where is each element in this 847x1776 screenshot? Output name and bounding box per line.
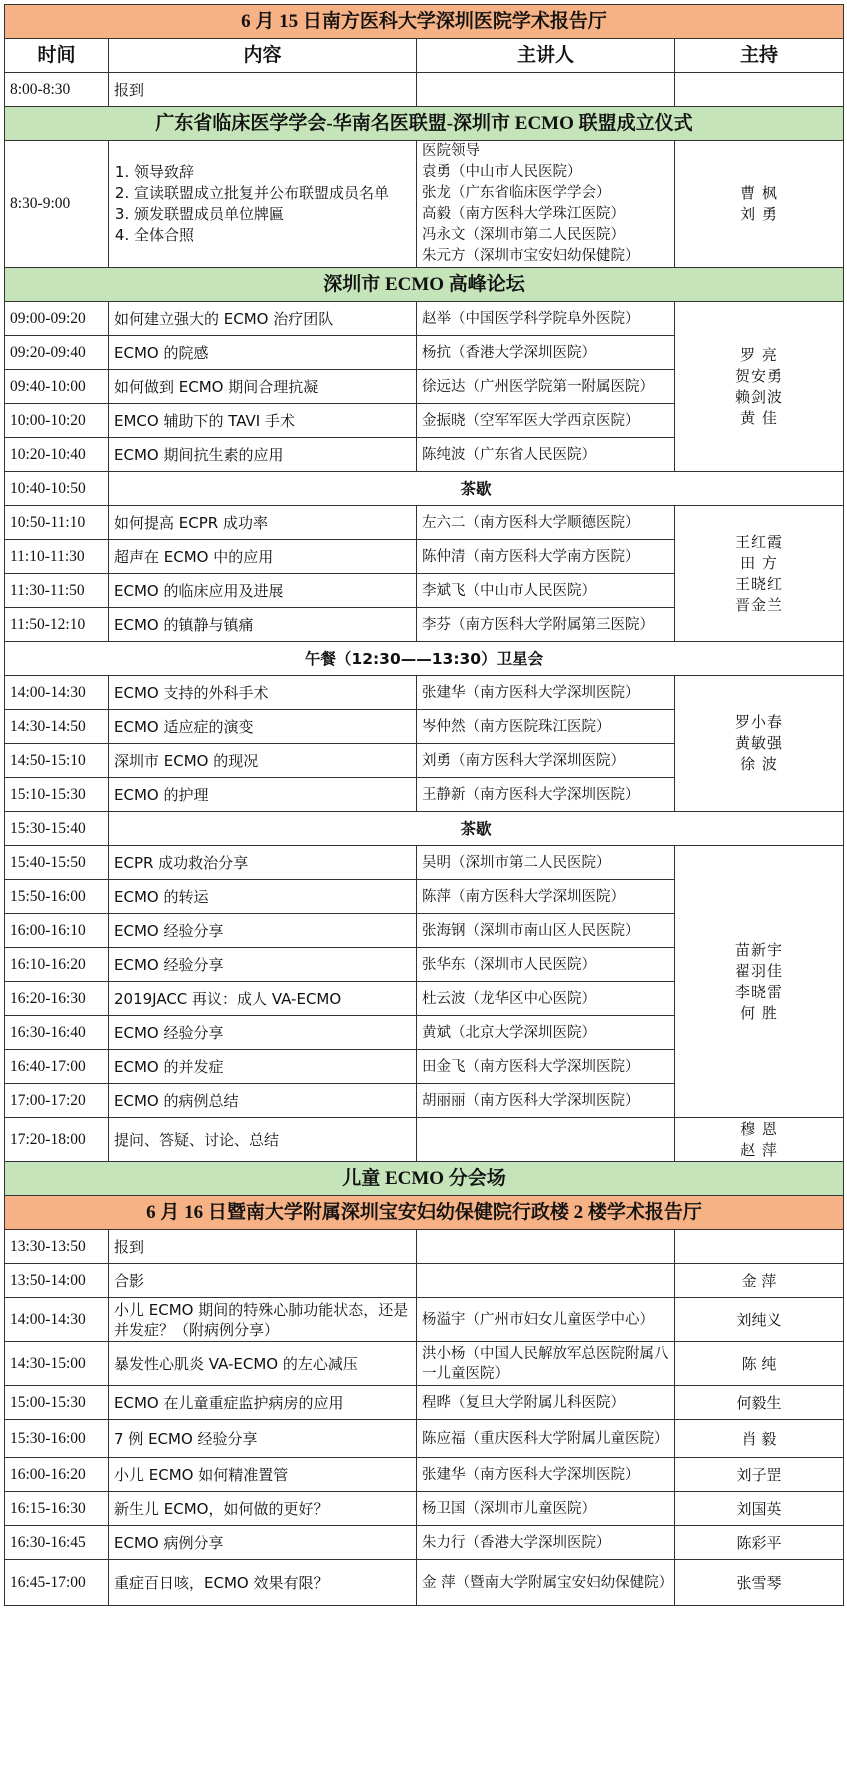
- header-time: 时间: [5, 39, 109, 73]
- day2-speaker: 张建华（南方医科大学深圳医院）: [417, 1458, 675, 1492]
- session-speaker: 岑仲然（南方医院珠江医院）: [417, 710, 675, 744]
- qa-host: 穆 恩: [740, 1119, 778, 1138]
- session-host: 王红霞: [735, 532, 784, 551]
- day2-session-rows: [5, 1230, 844, 1606]
- session-topic: ECMO 适应症的演变: [109, 710, 417, 744]
- day2-time: 13:30-13:50: [5, 1230, 109, 1264]
- day2-time: 15:30-16:00: [5, 1420, 109, 1458]
- session-row: [5, 302, 844, 336]
- session-speaker: 陈仲清（南方医科大学南方医院）: [417, 540, 675, 574]
- session-speaker: 张建华（南方医科大学深圳医院）: [417, 676, 675, 710]
- header-host: 主持: [675, 39, 844, 73]
- day2-speaker: 杨卫国（深圳市儿童医院）: [417, 1492, 675, 1526]
- session-topic: ECMO 支持的外科手术: [109, 676, 417, 710]
- session-speaker: 刘勇（南方医科大学深圳医院）: [417, 744, 675, 778]
- session-time: 16:10-16:20: [5, 948, 109, 982]
- registration-time: 8:00-8:30: [5, 73, 109, 107]
- day2-time: 16:15-16:30: [5, 1492, 109, 1526]
- ceremony-agenda-item: 4. 全体合照: [134, 225, 411, 246]
- day2-row: [5, 1560, 844, 1606]
- day2-row: [5, 1386, 844, 1420]
- session-row: [5, 676, 844, 710]
- day2-host: 陈彩平: [675, 1526, 844, 1560]
- session-speaker: 田金飞（南方医科大学深圳医院）: [417, 1050, 675, 1084]
- day2-topic: 新生儿 ECMO，如何做的更好？: [109, 1492, 417, 1526]
- session-topic: ECMO 经验分享: [109, 1016, 417, 1050]
- ceremony-agenda-list: [114, 162, 411, 246]
- session-time: 09:20-09:40: [5, 336, 109, 370]
- session-topic: ECMO 的镇静与镇痛: [109, 608, 417, 642]
- day2-topic: 报到: [109, 1230, 417, 1264]
- session-time: 10:20-10:40: [5, 438, 109, 472]
- session-speaker: 杨抗（香港大学深圳医院）: [417, 336, 675, 370]
- session-time: 10:00-10:20: [5, 404, 109, 438]
- ceremony-speaker: 张龙（广东省临床医学学会）: [422, 185, 611, 201]
- ceremony-banner-row: [5, 107, 844, 141]
- session-time: 17:00-17:20: [5, 1084, 109, 1118]
- session-time: 16:40-17:00: [5, 1050, 109, 1084]
- break1-label: 茶歇: [109, 472, 844, 506]
- session-host: 黄敏强: [735, 734, 784, 752]
- qa-time: 17:20-18:00: [5, 1118, 109, 1162]
- day2-host: 张雪琴: [675, 1560, 844, 1606]
- ceremony-speaker: 朱元方（深圳市宝安妇幼保健院）: [422, 248, 640, 264]
- ceremony-hosts: [675, 141, 844, 268]
- header-row: [5, 39, 844, 73]
- day2-speaker: 朱力行（香港大学深圳医院）: [417, 1526, 675, 1560]
- session-speaker: 李芬（南方医科大学附属第三医院）: [417, 608, 675, 642]
- session-host: 晋金兰: [735, 595, 784, 614]
- day2-row: [5, 1298, 844, 1342]
- ceremony-host: 曹 枫: [740, 184, 778, 202]
- day2-host: 陈 纯: [675, 1342, 844, 1386]
- day2-row: [5, 1492, 844, 1526]
- day2-row: [5, 1458, 844, 1492]
- session-speaker: 左六二（南方医科大学顺德医院）: [417, 506, 675, 540]
- session-row: [5, 506, 844, 540]
- session-host: 王晓红: [735, 574, 784, 593]
- forum-block-3: [5, 676, 844, 812]
- ceremony-time: 8:30-9:00: [5, 141, 109, 268]
- session-hosts: [675, 846, 844, 1118]
- day2-speaker: 杨溢宇（广州市妇女儿童医学中心）: [417, 1298, 675, 1342]
- ceremony-speaker: 高毅（南方医科大学珠江医院）: [422, 206, 625, 222]
- break1-row: [5, 472, 844, 506]
- day2-time: 13:50-14:00: [5, 1264, 109, 1298]
- day2-row: [5, 1342, 844, 1386]
- break2-time: 15:30-15:40: [5, 812, 109, 846]
- day2-host: 肖 毅: [675, 1420, 844, 1458]
- registration-row: [5, 73, 844, 107]
- session-speaker: 张海钢（深圳市南山区人民医院）: [417, 914, 675, 948]
- session-time: 16:20-16:30: [5, 982, 109, 1016]
- session-topic: ECMO 的临床应用及进展: [109, 574, 417, 608]
- session-time: 16:30-16:40: [5, 1016, 109, 1050]
- session-speaker: 黄斌（北京大学深圳医院）: [417, 1016, 675, 1050]
- session-host: 罗 亮: [740, 345, 778, 364]
- session-topic: ECMO 经验分享: [109, 914, 417, 948]
- day2-topic: 暴发性心肌炎 VA-ECMO 的左心减压: [109, 1342, 417, 1386]
- day2-title: 6 月 16 日暨南大学附属深圳宝安妇幼保健院行政楼 2 楼学术报告厅: [5, 1196, 844, 1230]
- day2-topic: 小儿 ECMO 期间的特殊心肺功能状态，还是并发症？（附病例分享）: [109, 1298, 417, 1342]
- schedule-table: [4, 4, 844, 1606]
- session-row: [5, 846, 844, 880]
- session-hosts: [675, 676, 844, 812]
- session-host: 李晓雷: [735, 982, 784, 1001]
- session-topic: 超声在 ECMO 中的应用: [109, 540, 417, 574]
- ceremony-agenda: [109, 141, 417, 268]
- session-time: 14:00-14:30: [5, 676, 109, 710]
- ceremony-row: [5, 141, 844, 268]
- ceremony-speaker: 袁勇（中山市人民医院）: [422, 164, 582, 180]
- qa-content: 提问、答疑、讨论、总结: [109, 1118, 417, 1162]
- session-time: 15:10-15:30: [5, 778, 109, 812]
- header-speaker: 主讲人: [417, 39, 675, 73]
- day2-time: 16:30-16:45: [5, 1526, 109, 1560]
- day2-time: 16:00-16:20: [5, 1458, 109, 1492]
- session-hosts: [675, 302, 844, 472]
- ceremony-agenda-item: 1. 领导致辞: [134, 162, 411, 183]
- session-host: 黄 佳: [740, 408, 778, 427]
- session-topic: 2019JACC 再议：成人 VA-ECMO: [109, 982, 417, 1016]
- session-host: 翟羽佳: [735, 961, 784, 980]
- session-speaker: 金振晓（空军军医大学西京医院）: [417, 404, 675, 438]
- qa-speaker: [417, 1118, 675, 1162]
- registration-content: 报到: [109, 73, 417, 107]
- session-time: 15:40-15:50: [5, 846, 109, 880]
- session-topic: EMCO 辅助下的 TAVI 手术: [109, 404, 417, 438]
- session-host: 何 胜: [740, 1003, 778, 1022]
- forum-block-4: [5, 846, 844, 1118]
- day2-speaker: 金 萍（暨南大学附属宝安妇幼保健院）: [417, 1560, 675, 1606]
- session-speaker: 徐远达（广州医学院第一附属医院）: [417, 370, 675, 404]
- day2-time: 14:00-14:30: [5, 1298, 109, 1342]
- session-time: 14:30-14:50: [5, 710, 109, 744]
- day2-row: [5, 1526, 844, 1560]
- day2-host: 刘纯义: [675, 1298, 844, 1342]
- session-topic: ECMO 的护理: [109, 778, 417, 812]
- day2-host: 刘国英: [675, 1492, 844, 1526]
- session-host: 徐 波: [740, 755, 778, 773]
- break2-row: [5, 812, 844, 846]
- session-host: 贺安勇: [735, 366, 784, 385]
- day2-time: 16:45-17:00: [5, 1560, 109, 1606]
- day2-section-title: 儿童 ECMO 分会场: [5, 1162, 844, 1196]
- day2-row: [5, 1264, 844, 1298]
- ceremony-host: 刘 勇: [740, 205, 778, 223]
- lunch-row: [5, 642, 844, 676]
- ceremony-speaker: 医院领导: [422, 143, 480, 159]
- session-topic: 如何提高 ECPR 成功率: [109, 506, 417, 540]
- day2-speaker: 程晔（复旦大学附属儿科医院）: [417, 1386, 675, 1420]
- day2-host: [675, 1230, 844, 1264]
- qa-hosts: [675, 1118, 844, 1162]
- session-host: 赖剑波: [735, 387, 784, 406]
- day2-host: 何毅生: [675, 1386, 844, 1420]
- day1-title: 6 月 15 日南方医科大学深圳医院学术报告厅: [5, 5, 844, 39]
- session-topic: ECMO 的院感: [109, 336, 417, 370]
- session-topic: ECMO 的病例总结: [109, 1084, 417, 1118]
- session-host: 苗新宇: [735, 940, 784, 959]
- session-topic: ECMO 的并发症: [109, 1050, 417, 1084]
- session-time: 11:50-12:10: [5, 608, 109, 642]
- day2-time: 14:30-15:00: [5, 1342, 109, 1386]
- day2-speaker: [417, 1230, 675, 1264]
- day1-banner-row: [5, 5, 844, 39]
- session-time: 09:40-10:00: [5, 370, 109, 404]
- day2-banner-row: [5, 1196, 844, 1230]
- day2-topic: 合影: [109, 1264, 417, 1298]
- session-speaker: 陈萍（南方医科大学深圳医院）: [417, 880, 675, 914]
- day2-topic: 小儿 ECMO 如何精准置管: [109, 1458, 417, 1492]
- forum-banner-row: [5, 268, 844, 302]
- session-topic: 如何建立强大的 ECMO 治疗团队: [109, 302, 417, 336]
- ceremony-title: 广东省临床医学学会-华南名医联盟-深圳市 ECMO 联盟成立仪式: [5, 107, 844, 141]
- qa-row: [5, 1118, 844, 1162]
- session-time: 15:50-16:00: [5, 880, 109, 914]
- ceremony-agenda-item: 2. 宣读联盟成立批复并公布联盟成员名单: [134, 183, 411, 204]
- day2-section-banner-row: [5, 1162, 844, 1196]
- session-topic: ECMO 的转运: [109, 880, 417, 914]
- day2-topic: 7 例 ECMO 经验分享: [109, 1420, 417, 1458]
- day2-time: 15:00-15:30: [5, 1386, 109, 1420]
- session-hosts: [675, 506, 844, 642]
- day2-speaker: 陈应福（重庆医科大学附属儿童医院）: [417, 1420, 675, 1458]
- session-time: 10:50-11:10: [5, 506, 109, 540]
- session-topic: 深圳市 ECMO 的现况: [109, 744, 417, 778]
- break1-time: 10:40-10:50: [5, 472, 109, 506]
- session-time: 11:10-11:30: [5, 540, 109, 574]
- ceremony-speaker: 冯永文（深圳市第二人民医院）: [422, 227, 625, 243]
- session-speaker: 杜云波（龙华区中心医院）: [417, 982, 675, 1016]
- session-topic: 如何做到 ECMO 期间合理抗凝: [109, 370, 417, 404]
- session-host: 田 方: [740, 553, 778, 572]
- header-content: 内容: [109, 39, 417, 73]
- session-time: 09:00-09:20: [5, 302, 109, 336]
- session-speaker: 张华东（深圳市人民医院）: [417, 948, 675, 982]
- session-topic: ECMO 经验分享: [109, 948, 417, 982]
- qa-host: 赵 萍: [740, 1140, 778, 1159]
- ceremony-agenda-item: 3. 颁发联盟成员单位牌匾: [134, 204, 411, 225]
- session-speaker: 王静新（南方医科大学深圳医院）: [417, 778, 675, 812]
- session-speaker: 陈纯波（广东省人民医院）: [417, 438, 675, 472]
- session-time: 11:30-11:50: [5, 574, 109, 608]
- session-speaker: 李斌飞（中山市人民医院）: [417, 574, 675, 608]
- session-topic: ECPR 成功救治分享: [109, 846, 417, 880]
- session-time: 16:00-16:10: [5, 914, 109, 948]
- session-time: 14:50-15:10: [5, 744, 109, 778]
- day2-host: 刘子罡: [675, 1458, 844, 1492]
- session-topic: ECMO 期间抗生素的应用: [109, 438, 417, 472]
- day2-row: [5, 1420, 844, 1458]
- day2-host: 金 萍: [675, 1264, 844, 1298]
- session-speaker: 吴明（深圳市第二人民医院）: [417, 846, 675, 880]
- break2-label: 茶歇: [109, 812, 844, 846]
- session-host: 罗小春: [735, 713, 784, 731]
- day2-topic: ECMO 在儿童重症监护病房的应用: [109, 1386, 417, 1420]
- day2-topic: 重症百日咳，ECMO 效果有限？: [109, 1560, 417, 1606]
- forum-title: 深圳市 ECMO 高峰论坛: [5, 268, 844, 302]
- forum-block-2: [5, 506, 844, 642]
- lunch-label: 午餐（12:30——13:30）卫星会: [5, 642, 844, 676]
- day2-row: [5, 1230, 844, 1264]
- ceremony-speakers: [417, 141, 675, 268]
- day2-speaker: [417, 1264, 675, 1298]
- forum-block-1: [5, 302, 844, 472]
- session-speaker: 赵举（中国医学科学院阜外医院）: [417, 302, 675, 336]
- day2-topic: ECMO 病例分享: [109, 1526, 417, 1560]
- session-speaker: 胡丽丽（南方医科大学深圳医院）: [417, 1084, 675, 1118]
- day2-speaker: 洪小杨（中国人民解放军总医院附属八一儿童医院）: [417, 1342, 675, 1386]
